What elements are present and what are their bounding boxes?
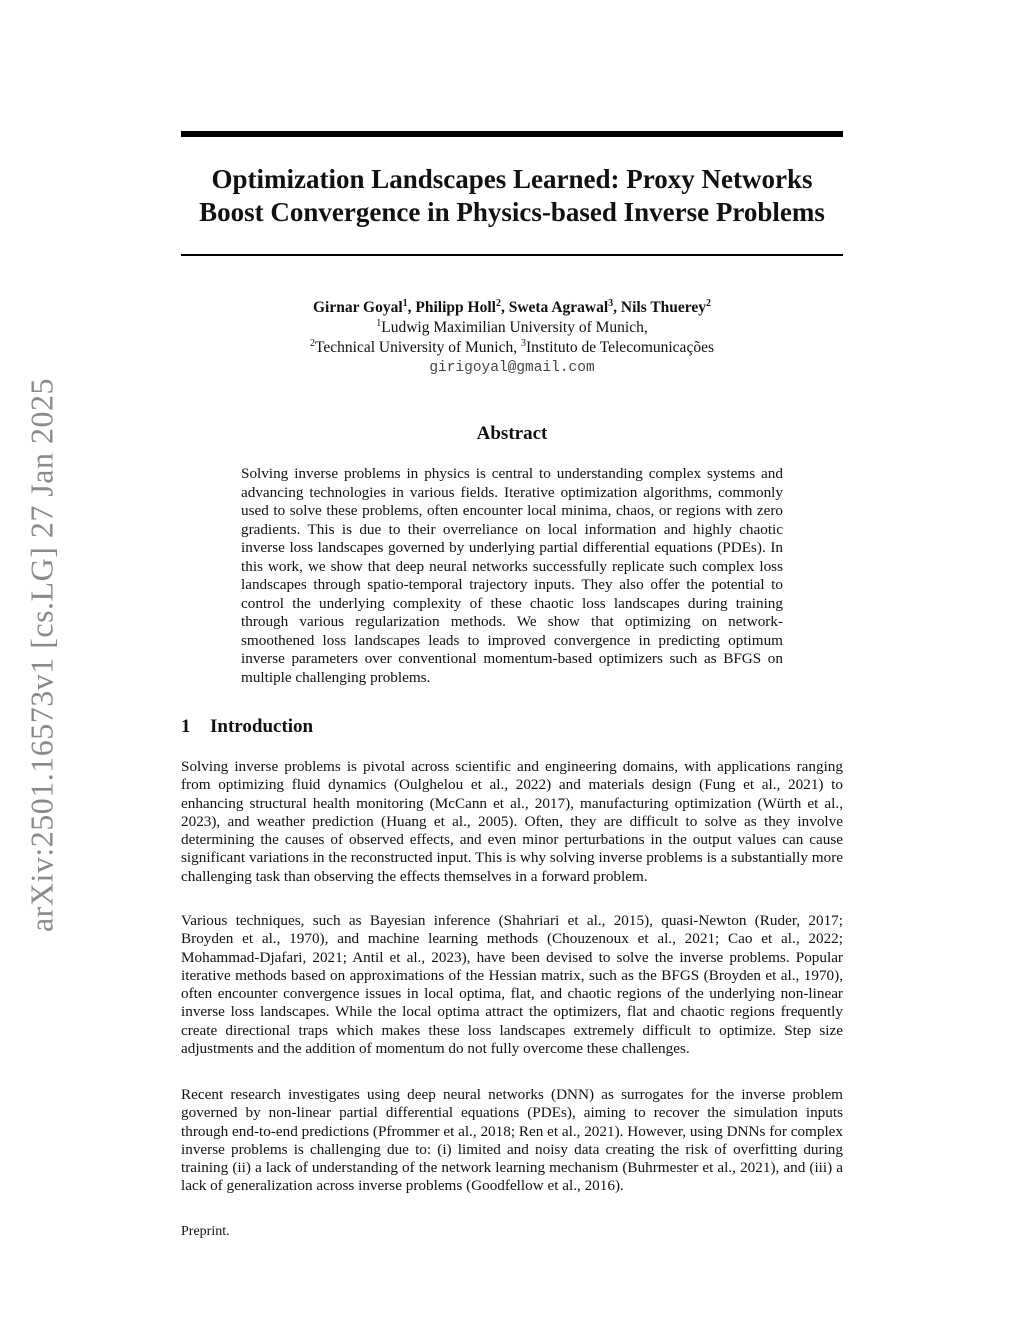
- author-affiliation-mark: 2: [706, 297, 712, 309]
- intro-paragraph-2: Various techniques, such as Bayesian inference (Shahriari et al., 2015), quasi-Newton (Ruder, 2017; Broyden et al., 1970), and machine learning methods (Chouzenoux et al., 2021; Cao et al., 2022; Mohammad-Djafari, 2021; Antil et al., 2023), have been devised to solve the inverse problems. Popular iterative methods based on approximations of the Hessian matrix, such as the BFGS (Broyden et al., 1970), often encounter convergence issues in local optima, flat, and chaotic regions of the underlying non-linear inverse loss landscapes. While the local optima attract the optimizers, flat and chaotic regions frequently create directional traps which makes these loss landscapes extremely difficult to optimize. Step size adjustments and the addition of momentum do not fully overcome these challenges.: [181, 912, 843, 1058]
- author-block: [181, 298, 843, 378]
- title-bottom-rule: [181, 254, 843, 256]
- author-name: Nils Thuerey: [620, 299, 707, 316]
- affiliation-line-2: $^2$Technical University of Munich, $^3$Instituto de Telecomunicações: [310, 337, 714, 356]
- intro-paragraph-1: Solving inverse problems is pivotal across scientific and engineering domains, with applications ranging from optimizing fluid dynamics (Oulghelou et al., 2022) and materials design (Fung et al., 2021) to enhancing structural health monitoring (McCann et al., 2017), manufacturing optimization (Würth et al., 2023), and weather prediction (Huang et al., 2005). Often, they are difficult to solve as they involve determining the causes of observed effects, and even minor perturbations in the output values can cause significant variations in the reconstructed input. This is why solving inverse problems is a substantially more challenging task than observing the effects themselves in a forward problem.: [181, 758, 843, 885]
- author-name: Girnar Goyal: [312, 299, 403, 316]
- author-email[interactable]: girigoyal@gmail.com: [429, 360, 595, 376]
- section-heading-introduction: [181, 716, 313, 738]
- section-number: 1: [181, 716, 191, 737]
- author-affiliation-mark: 2: [495, 297, 501, 309]
- author-name: Sweta Agrawal: [508, 299, 609, 316]
- arxiv-sidebar: [20, 360, 64, 950]
- arxiv-identifier: arXiv:2501.16573v1 [cs.LG] 27 Jan 2025: [23, 377, 60, 933]
- author-affiliation-mark: 1: [402, 297, 408, 309]
- affiliation-line-1: $^1$Ludwig Maximilian University of Munich,: [376, 317, 648, 336]
- author-name: Philipp Holl: [415, 299, 496, 316]
- abstract-heading: Abstract: [476, 423, 548, 444]
- title-top-rule: [181, 131, 843, 137]
- title-line-2: Boost Convergence in Physics-based Inverse Problems: [199, 197, 825, 227]
- intro-paragraph-3: Recent research investigates using deep neural networks (DNN) as surrogates for the inverse problem governed by non-linear partial differential equations (PDEs), aiming to recover the simulation inputs through end-to-end predictions (Pfrommer et al., 2018; Ren et al., 2021). However, using DNNs for complex inverse problems is challenging due to: (i) limited and noisy data creating the risk of overfitting during training (ii) a lack of understanding of the network learning mechanism (Buhrmester et al., 2021), and (iii) a lack of generalization across inverse problems (Goodfellow et al., 2016).: [181, 1086, 844, 1195]
- section-title: Introduction: [210, 716, 314, 737]
- paper-title: [181, 163, 843, 229]
- author-affiliation-mark: 3: [608, 297, 614, 309]
- abstract-text: Solving inverse problems in physics is central to understanding complex systems and advancing technologies in various fields. Iterative optimization algorithms, commonly used to solve these problems, often encounter local minima, chaos, or regions with zero gradients. This is due to their overreliance on local information and highly chaotic inverse loss landscapes governed by underlying partial differential equations (PDEs). In this work, we show that deep neural networks successfully replicate such complex loss landscapes through spatio-temporal trajectory inputs. They also offer the potential to control the underlying complexity of these chaotic loss landscapes during training through various regularization methods. We show that optimizing on network-smoothened loss landscapes leads to improved convergence in predicting optimum inverse parameters over conventional momentum-based optimizers such as BFGS on multiple challenging problems.: [241, 465, 783, 686]
- footer-preprint: Preprint.: [181, 1224, 230, 1239]
- title-line-1: Optimization Landscapes Learned: Proxy Networks: [211, 164, 813, 194]
- author-names: Girnar Goyal$^1$, Philipp Holl$^2$, Sweta Agrawal$^3$, Nils Thuerey$^2$: [312, 297, 712, 316]
